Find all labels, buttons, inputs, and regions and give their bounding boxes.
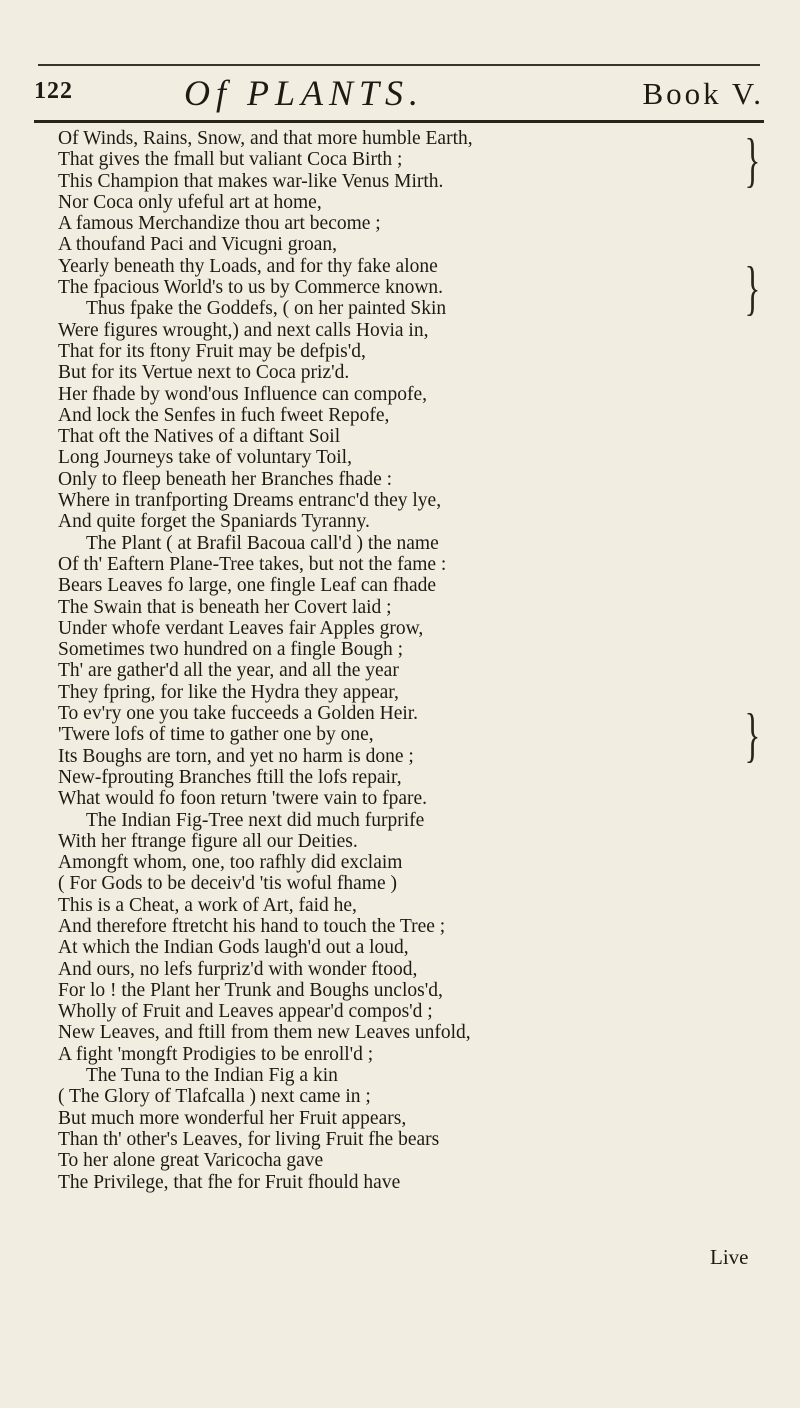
poem-line: Th' are gather'd all the year, and all the year xyxy=(58,660,399,682)
poem-line: What would fo foon return 'twere vain to fpare. xyxy=(58,788,428,810)
poem-line: Bears Leaves fo large, one fingle Leaf can fhade xyxy=(58,575,437,597)
poem-line: A thoufand Paci and Vicugni groan, xyxy=(58,234,337,256)
poem-line: But much more wonderful her Fruit appears, xyxy=(58,1107,407,1129)
poem-line: ( For Gods to be deceiv'd 'tis woful fhame ) xyxy=(58,873,397,895)
poem-line: Her fhade by wond'ous Influence can compofe, xyxy=(58,383,427,405)
poem-line: Amongft whom, one, too rafhly did exclaim xyxy=(58,852,403,874)
poem-line: Thus fpake the Goddefs, ( on her painted Skin xyxy=(86,298,447,320)
header-rule-bottom xyxy=(34,120,764,123)
poem-line: With her ftrange figure all our Deities. xyxy=(58,830,358,852)
poem-line: A fight 'mongft Prodigies to be enroll'd ; xyxy=(58,1043,374,1065)
poem-line: The Indian Fig-Tree next did much furprife xyxy=(86,809,425,831)
poem-line: Than th' other's Leaves, for living Fruit fhe bears xyxy=(58,1128,440,1150)
poem-line: Only to fleep beneath her Branches fhade : xyxy=(58,468,393,490)
poem-line: That oft the Natives of a diftant Soil xyxy=(58,426,341,448)
poem-line: The fpacious World's to us by Commerce known. xyxy=(58,277,444,299)
header-rule-top xyxy=(38,64,760,66)
poem-line: And quite forget the Spaniards Tyranny. xyxy=(58,511,370,533)
poem-line: Where in tranfporting Dreams entranc'd they lye, xyxy=(58,490,442,512)
poem-line: The Tuna to the Indian Fig a kin xyxy=(86,1065,338,1087)
triplet-brace: } xyxy=(744,702,761,768)
poem-line: And therefore ftretcht his hand to touch the Tree ; xyxy=(58,915,446,937)
poem-text xyxy=(58,128,718,1193)
poem-line: Sometimes two hundred on a fingle Bough ; xyxy=(58,639,404,661)
poem-line: Of Winds, Rains, Snow, and that more humble Earth, xyxy=(58,128,473,149)
triplet-brace: } xyxy=(744,127,761,193)
poem-line: New Leaves, and ftill from them new Leaves unfold, xyxy=(58,1022,471,1044)
running-title: Of PLANTS. xyxy=(184,73,425,113)
poem-line: That gives the fmall but valiant Coca Birth ; xyxy=(58,149,403,171)
poem-line: A famous Merchandize thou art become ; xyxy=(58,213,381,235)
poem-line: To ev'ry one you take fucceeds a Golden Heir. xyxy=(58,703,419,725)
poem-line: New-fprouting Branches ftill the lofs repair, xyxy=(58,766,402,788)
poem-line: And lock the Senfes in fuch fweet Repofe, xyxy=(58,404,390,426)
poem-line: Of th' Eaftern Plane-Tree takes, but not the fame : xyxy=(58,553,447,575)
poem-line: That for its ftony Fruit may be defpis'd, xyxy=(58,340,366,362)
poem-line: Under whofe verdant Leaves fair Apples grow, xyxy=(58,617,424,639)
poem-line: But for its Vertue next to Coca priz'd. xyxy=(58,362,350,384)
poem-line: Long Journeys take of voluntary Toil, xyxy=(58,447,352,469)
poem-line: The Plant ( at Brafil Bacoua call'd ) the name xyxy=(86,532,439,554)
poem-line: At which the Indian Gods laugh'd out a loud, xyxy=(58,937,409,959)
poem-line: ( The Glory of Tlafcalla ) next came in ; xyxy=(58,1086,371,1108)
poem-line: The Privilege, that fhe for Fruit fhould have xyxy=(58,1171,401,1193)
poem-line: Yearly beneath thy Loads, and for thy fake alone xyxy=(58,255,438,277)
poem-line: This Champion that makes war-like Venus Mirth. xyxy=(58,170,444,192)
triplet-brace: } xyxy=(744,255,761,321)
page-header xyxy=(34,72,764,116)
book-label: Book V. xyxy=(642,76,764,111)
poem-line: 'Twere lofs of time to gather one by one, xyxy=(58,724,374,746)
page-number: 122 xyxy=(34,78,73,104)
poem-line: To her alone great Varicocha gave xyxy=(58,1150,324,1172)
poem-line: The Swain that is beneath her Covert laid ; xyxy=(58,596,392,618)
poem-line: And ours, no lefs furpriz'd with wonder ftood, xyxy=(58,958,418,980)
poem-line: Were figures wrought,) and next calls Hovia in, xyxy=(58,319,429,341)
catchword: Live xyxy=(710,1245,749,1269)
poem-line: Wholly of Fruit and Leaves appear'd compos'd ; xyxy=(58,1001,433,1023)
poem-line: This is a Cheat, a work of Art, faid he, xyxy=(58,894,357,916)
poem-line: Its Boughs are torn, and yet no harm is done ; xyxy=(58,745,414,767)
poem-line: Nor Coca only ufeful art at home, xyxy=(58,191,322,213)
poem-line: They fpring, for like the Hydra they appear, xyxy=(58,681,399,703)
poem-line: For lo ! the Plant her Trunk and Boughs unclos'd, xyxy=(58,979,443,1001)
